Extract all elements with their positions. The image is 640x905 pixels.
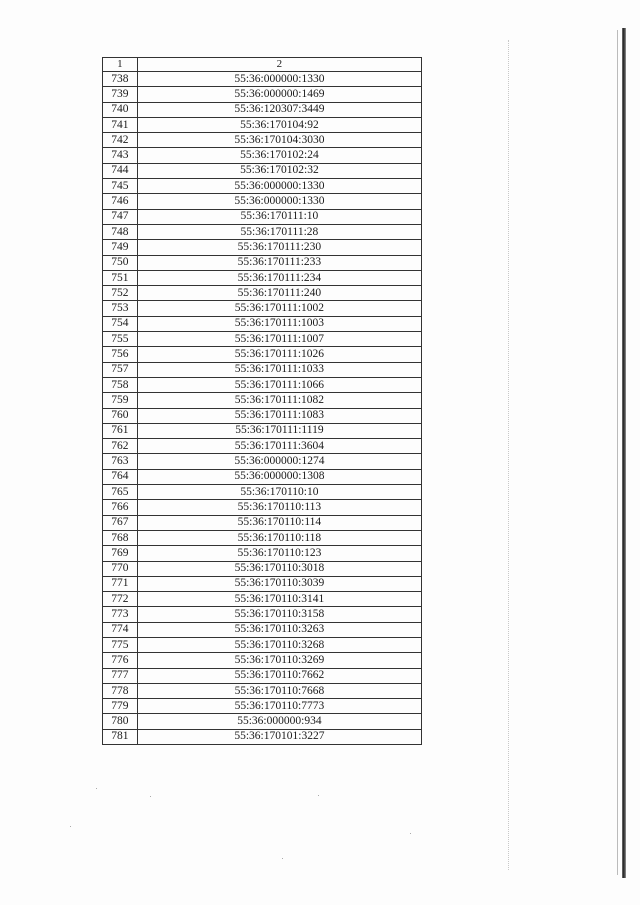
row-number-cell: 742	[103, 133, 138, 148]
row-number-cell: 748	[103, 224, 138, 239]
row-number-cell: 752	[103, 286, 138, 301]
row-number-cell: 754	[103, 316, 138, 331]
cadastral-number-cell: 55:36:170111:1066	[137, 377, 421, 392]
cadastral-number-cell: 55:36:170111:1083	[137, 408, 421, 423]
cadastral-number-cell: 55:36:170110:113	[137, 500, 421, 515]
row-number-cell: 772	[103, 592, 138, 607]
row-number-cell: 761	[103, 423, 138, 438]
cadastral-number-cell: 55:36:170110:3141	[137, 592, 421, 607]
cadastral-number-cell: 55:36:000000:1330	[137, 72, 421, 87]
row-number-cell: 771	[103, 576, 138, 591]
table-row	[103, 561, 422, 576]
table-row	[103, 117, 422, 132]
row-number-cell: 775	[103, 637, 138, 652]
table-row	[103, 500, 422, 515]
row-number-cell: 750	[103, 255, 138, 270]
cadastral-number-cell: 55:36:170110:123	[137, 546, 421, 561]
row-number-cell: 759	[103, 393, 138, 408]
cadastral-number-cell: 55:36:170111:230	[137, 240, 421, 255]
row-number-cell: 764	[103, 469, 138, 484]
table-row	[103, 729, 422, 744]
row-number-cell: 743	[103, 148, 138, 163]
table-body	[103, 72, 422, 745]
table-row	[103, 653, 422, 668]
table-row	[103, 515, 422, 530]
table-row	[103, 485, 422, 500]
row-number-cell: 746	[103, 194, 138, 209]
row-number-cell: 774	[103, 622, 138, 637]
scan-speck	[96, 788, 97, 789]
scan-edge-shadow	[622, 28, 626, 878]
table-row	[103, 194, 422, 209]
row-number-cell: 744	[103, 163, 138, 178]
table-row	[103, 637, 422, 652]
row-number-cell: 756	[103, 347, 138, 362]
table-row	[103, 393, 422, 408]
cadastral-number-cell: 55:36:170111:233	[137, 255, 421, 270]
cadastral-number-cell: 55:36:000000:934	[137, 714, 421, 729]
cadastral-number-cell: 55:36:170111:1002	[137, 301, 421, 316]
cadastral-number-cell: 55:36:170111:240	[137, 286, 421, 301]
cadastral-number-cell: 55:36:170104:92	[137, 117, 421, 132]
row-number-cell: 770	[103, 561, 138, 576]
row-number-cell: 760	[103, 408, 138, 423]
cadastral-number-cell: 55:36:170110:3039	[137, 576, 421, 591]
row-number-cell: 779	[103, 699, 138, 714]
table-row	[103, 316, 422, 331]
table-row	[103, 454, 422, 469]
row-number-cell: 738	[103, 72, 138, 87]
scan-fold-line	[508, 40, 509, 870]
cadastral-number-cell: 55:36:170111:1026	[137, 347, 421, 362]
cadastral-number-cell: 55:36:170111:10	[137, 209, 421, 224]
row-number-cell: 755	[103, 332, 138, 347]
table-row	[103, 546, 422, 561]
table-row	[103, 255, 422, 270]
row-number-cell: 776	[103, 653, 138, 668]
table-row	[103, 576, 422, 591]
table-row	[103, 439, 422, 454]
table-row	[103, 102, 422, 117]
table-row	[103, 148, 422, 163]
row-number-cell: 765	[103, 485, 138, 500]
row-number-cell: 749	[103, 240, 138, 255]
table-row	[103, 301, 422, 316]
cadastral-number-cell: 55:36:170101:3227	[137, 729, 421, 744]
cadastral-number-cell: 55:36:170110:3263	[137, 622, 421, 637]
row-number-cell: 757	[103, 362, 138, 377]
cadastral-number-cell: 55:36:000000:1330	[137, 194, 421, 209]
row-number-cell: 768	[103, 530, 138, 545]
scan-speck	[282, 858, 283, 859]
cadastral-number-cell: 55:36:170102:24	[137, 148, 421, 163]
row-number-cell: 780	[103, 714, 138, 729]
cadastral-table-container	[102, 57, 422, 745]
table-row	[103, 179, 422, 194]
table-row	[103, 377, 422, 392]
cadastral-number-cell: 55:36:000000:1308	[137, 469, 421, 484]
cadastral-number-cell: 55:36:170110:3269	[137, 653, 421, 668]
table-row	[103, 668, 422, 683]
scan-speck	[410, 833, 411, 834]
cadastral-numbers-table	[102, 57, 422, 745]
cadastral-number-cell: 55:36:170104:3030	[137, 133, 421, 148]
cadastral-number-cell: 55:36:000000:1330	[137, 179, 421, 194]
scan-speck	[150, 796, 151, 797]
table-row	[103, 209, 422, 224]
table-row	[103, 332, 422, 347]
table-row	[103, 423, 422, 438]
table-row	[103, 714, 422, 729]
cadastral-number-cell: 55:36:170111:3604	[137, 439, 421, 454]
table-row	[103, 699, 422, 714]
scan-speck	[318, 795, 319, 796]
row-number-cell: 758	[103, 377, 138, 392]
table-row	[103, 592, 422, 607]
cadastral-number-cell: 55:36:170111:1119	[137, 423, 421, 438]
table-row	[103, 683, 422, 698]
table-row	[103, 163, 422, 178]
table-row	[103, 362, 422, 377]
table-row	[103, 87, 422, 102]
row-number-cell: 773	[103, 607, 138, 622]
row-number-cell: 747	[103, 209, 138, 224]
row-number-cell: 769	[103, 546, 138, 561]
row-number-cell: 781	[103, 729, 138, 744]
row-number-cell: 767	[103, 515, 138, 530]
table-row	[103, 133, 422, 148]
cadastral-number-cell: 55:36:170110:118	[137, 530, 421, 545]
table-row	[103, 224, 422, 239]
cadastral-number-cell: 55:36:170110:3018	[137, 561, 421, 576]
table-row	[103, 469, 422, 484]
cadastral-number-cell: 55:36:000000:1274	[137, 454, 421, 469]
table-row	[103, 240, 422, 255]
cadastral-number-cell: 55:36:170110:7662	[137, 668, 421, 683]
cadastral-number-cell: 55:36:000000:1469	[137, 87, 421, 102]
cadastral-number-cell: 55:36:170111:1082	[137, 393, 421, 408]
cadastral-number-cell: 55:36:170111:1007	[137, 332, 421, 347]
cadastral-number-cell: 55:36:170110:10	[137, 485, 421, 500]
cadastral-number-cell: 55:36:170111:1033	[137, 362, 421, 377]
row-number-cell: 740	[103, 102, 138, 117]
table-row	[103, 408, 422, 423]
table-row	[103, 286, 422, 301]
table-header-row	[103, 58, 422, 72]
row-number-cell: 739	[103, 87, 138, 102]
cadastral-number-cell: 55:36:170102:32	[137, 163, 421, 178]
row-number-cell: 763	[103, 454, 138, 469]
cadastral-number-cell: 55:36:170110:3268	[137, 637, 421, 652]
cadastral-number-cell: 55:36:170111:1003	[137, 316, 421, 331]
row-number-cell: 778	[103, 683, 138, 698]
cadastral-number-cell: 55:36:120307:3449	[137, 102, 421, 117]
table-row	[103, 622, 422, 637]
cadastral-number-cell: 55:36:170110:7773	[137, 699, 421, 714]
row-number-cell: 777	[103, 668, 138, 683]
table-row	[103, 607, 422, 622]
row-number-cell: 751	[103, 270, 138, 285]
scan-speck	[70, 826, 71, 827]
column-header-cadastral: 2	[137, 58, 421, 72]
row-number-cell: 741	[103, 117, 138, 132]
cadastral-number-cell: 55:36:170110:3158	[137, 607, 421, 622]
scan-edge-line	[617, 30, 618, 875]
row-number-cell: 762	[103, 439, 138, 454]
cadastral-number-cell: 55:36:170110:114	[137, 515, 421, 530]
table-row	[103, 72, 422, 87]
cadastral-number-cell: 55:36:170111:28	[137, 224, 421, 239]
cadastral-number-cell: 55:36:170111:234	[137, 270, 421, 285]
row-number-cell: 753	[103, 301, 138, 316]
table-row	[103, 530, 422, 545]
row-number-cell: 766	[103, 500, 138, 515]
table-row	[103, 270, 422, 285]
column-header-number: 1	[103, 58, 138, 72]
table-row	[103, 347, 422, 362]
row-number-cell: 745	[103, 179, 138, 194]
cadastral-number-cell: 55:36:170110:7668	[137, 683, 421, 698]
